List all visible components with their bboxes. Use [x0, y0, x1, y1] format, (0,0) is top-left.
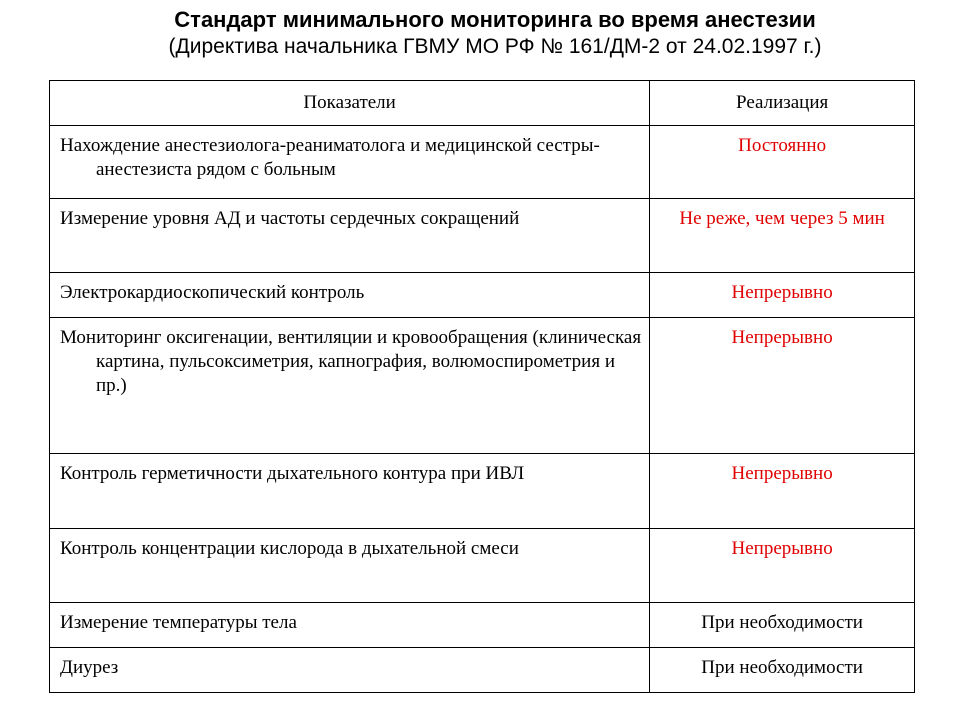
indicator-text: Контроль герметичности дыхательного контура при ИВЛ — [60, 463, 525, 484]
indicator-cell — [50, 603, 650, 648]
header-realization: Реализация — [650, 81, 915, 126]
indicator-text: Диурез — [60, 657, 119, 678]
table-row — [50, 318, 915, 454]
table-row — [50, 199, 915, 273]
indicator-text: Измерение уровня АД и частоты сердечных сокращений — [60, 208, 520, 229]
realization-cell: Не реже, чем через 5 мин — [650, 199, 915, 273]
table-row — [50, 529, 915, 603]
table-row — [50, 603, 915, 648]
realization-cell: При необходимости — [650, 603, 915, 648]
header-indicators: Показатели — [50, 81, 650, 126]
indicator-text: Измерение температуры тела — [60, 612, 297, 633]
slide-title: Стандарт минимального мониторинга во время анестезии — [174, 7, 816, 32]
indicator-text: Нахождение анестезиолога-реаниматолога и медицинской сестры-анестезиста рядом с больным — [60, 135, 600, 180]
realization-cell: Непрерывно — [650, 318, 915, 454]
realization-cell: Непрерывно — [650, 273, 915, 318]
table-row — [50, 273, 915, 318]
table-row — [50, 126, 915, 199]
indicator-cell — [50, 126, 650, 199]
realization-cell: При необходимости — [650, 648, 915, 693]
indicator-text: Мониторинг оксигенации, вентиляции и кровообращения (клиническая картина, пульсоксиметрия, капнография, волюмоспирометрия и пр.) — [60, 327, 642, 396]
indicator-text: Контроль концентрации кислорода в дыхательной смеси — [60, 538, 519, 559]
indicator-cell — [50, 648, 650, 693]
realization-cell: Непрерывно — [650, 454, 915, 529]
indicator-cell — [50, 318, 650, 454]
slide-subtitle: (Директива начальника ГВМУ МО РФ № 161/ДМ-2 от 24.02.1997 г.) — [168, 35, 822, 58]
table-header-row — [50, 81, 915, 126]
slide-heading — [0, 6, 960, 60]
realization-cell: Непрерывно — [650, 529, 915, 603]
indicator-cell — [50, 454, 650, 529]
indicator-text: Электрокардиоскопический контроль — [60, 282, 365, 303]
indicator-cell — [50, 529, 650, 603]
indicator-cell — [50, 199, 650, 273]
realization-cell: Постоянно — [650, 126, 915, 199]
indicator-cell — [50, 273, 650, 318]
monitoring-standard-table — [49, 80, 915, 693]
table-row — [50, 648, 915, 693]
table-row — [50, 454, 915, 529]
